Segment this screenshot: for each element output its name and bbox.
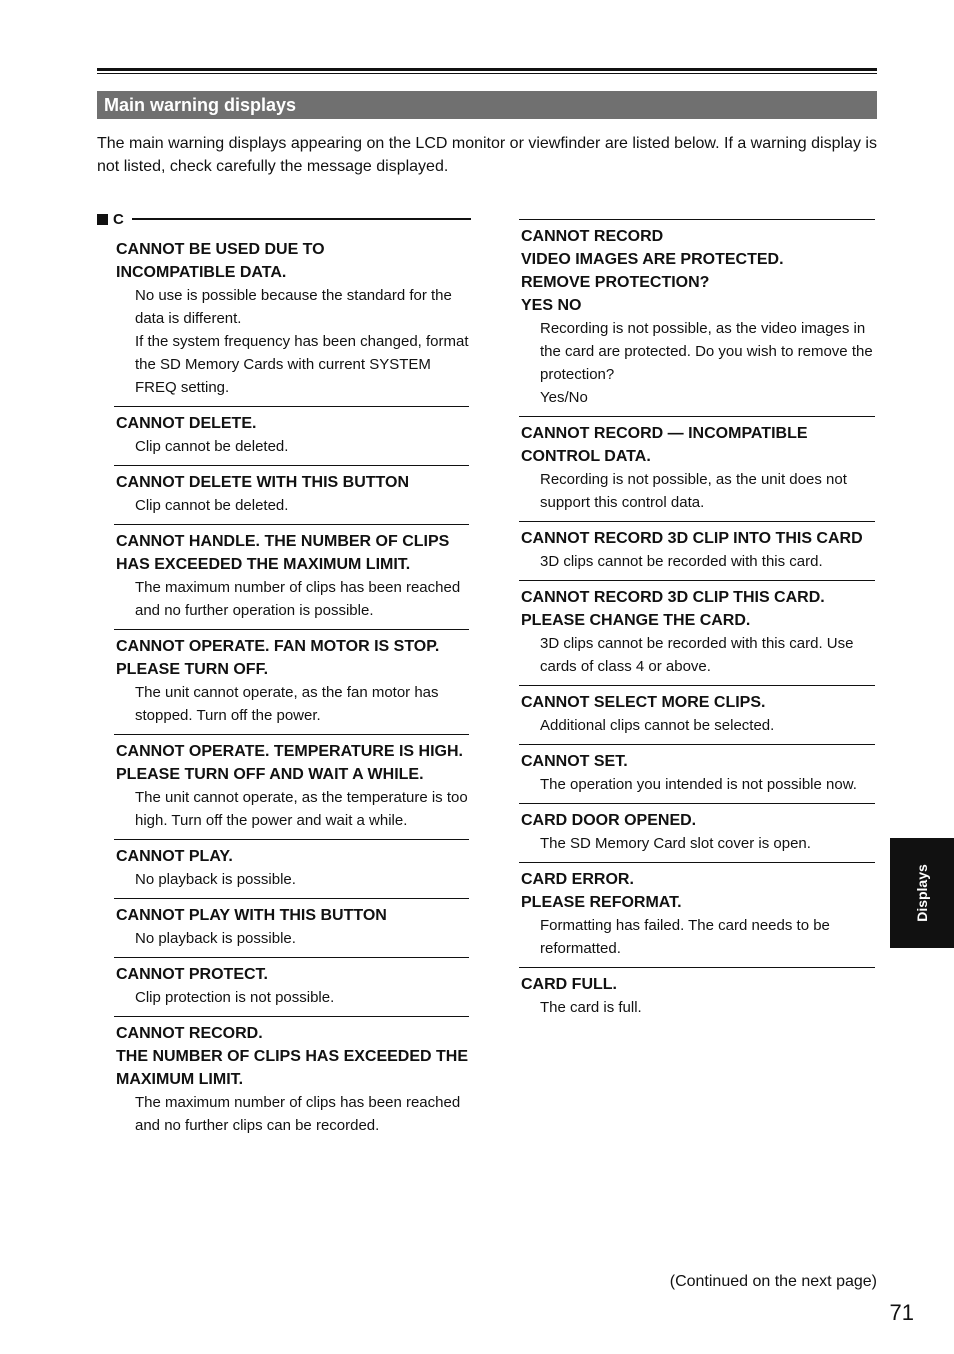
warning-title: CANNOT DELETE.: [116, 415, 257, 432]
warning-description: Clip cannot be deleted.: [135, 438, 289, 455]
warning-entry: [519, 804, 875, 863]
warning-entry: [114, 630, 469, 735]
warning-entry: [519, 417, 875, 522]
side-tab-displays: [890, 838, 954, 948]
warning-entry: [114, 466, 469, 525]
warning-entry: [114, 407, 469, 466]
square-bullet-icon: [97, 214, 108, 225]
letter-heading: [97, 209, 471, 229]
intro-text: The main warning displays appearing on the LCD monitor or viewfinder are listed below. If a warning display is not listed, check carefully the message displayed.: [97, 135, 877, 175]
warning-title: CANNOT SET.: [521, 753, 628, 770]
warning-entry: [114, 958, 469, 1017]
page-number: 71: [889, 1300, 914, 1325]
warning-title: CANNOT OPERATE. TEMPERATURE IS HIGH. PLEASE TURN OFF AND WAIT A WHILE.: [116, 743, 463, 783]
right-column: [519, 219, 875, 1026]
warning-description: Formatting has failed. The card needs to be reformatted.: [540, 917, 830, 957]
warning-title: CANNOT RECORD. THE NUMBER OF CLIPS HAS EXCEEDED THE MAXIMUM LIMIT.: [116, 1025, 469, 1088]
warning-title: CANNOT PLAY.: [116, 848, 233, 865]
warning-description: Recording is not possible, as the unit does not support this control data.: [540, 471, 847, 511]
warning-title: CANNOT PLAY WITH THIS BUTTON: [116, 907, 387, 924]
warning-description: Additional clips cannot be selected.: [540, 717, 775, 734]
warning-description: No use is possible because the standard for the data is different. If the system frequency has been changed, format the SD Memory Cards with current SYSTEM FREQ setting.: [135, 287, 469, 396]
warning-description: The unit cannot operate, as the temperature is too high. Turn off the power and wait a while.: [135, 789, 468, 829]
warning-entry: [114, 840, 469, 899]
warning-entry: [519, 745, 875, 804]
continued-note: (Continued on the next page): [669, 1273, 877, 1290]
warning-description: The operation you intended is not possible now.: [540, 776, 857, 793]
warning-entry: [114, 525, 469, 630]
warning-entry: [519, 522, 875, 581]
warning-title: CANNOT RECORD 3D CLIP THIS CARD. PLEASE CHANGE THE CARD.: [521, 589, 825, 629]
warning-entry: [114, 233, 469, 407]
warning-title: CANNOT RECORD VIDEO IMAGES ARE PROTECTED. REMOVE PROTECTION? YES NO: [521, 228, 784, 314]
warning-description: Clip protection is not possible.: [135, 989, 335, 1006]
letter-label: C: [113, 210, 124, 228]
warning-title: CARD FULL.: [521, 976, 617, 993]
warning-description: The card is full.: [540, 999, 642, 1016]
warning-title: CANNOT RECORD 3D CLIP INTO THIS CARD: [521, 530, 863, 547]
warning-description: 3D clips cannot be recorded with this card. Use cards of class 4 or above.: [540, 635, 854, 675]
warning-description: The SD Memory Card slot cover is open.: [540, 835, 811, 852]
warning-title: CANNOT HANDLE. THE NUMBER OF CLIPS HAS EXCEEDED THE MAXIMUM LIMIT.: [116, 533, 450, 573]
warning-title: CANNOT BE USED DUE TO INCOMPATIBLE DATA.: [116, 241, 325, 281]
warning-entry: [519, 968, 875, 1026]
warning-description: The unit cannot operate, as the fan motor has stopped. Turn off the power.: [135, 684, 439, 724]
warning-description: No playback is possible.: [135, 930, 296, 947]
warning-title: CANNOT OPERATE. FAN MOTOR IS STOP. PLEASE TURN OFF.: [116, 638, 440, 678]
warning-description: The maximum number of clips has been reached and no further operation is possible.: [135, 579, 461, 619]
warning-entry: [519, 863, 875, 968]
left-column: [114, 233, 469, 1144]
warning-title: CANNOT RECORD — INCOMPATIBLE CONTROL DATA.: [521, 425, 808, 465]
warning-description: Clip cannot be deleted.: [135, 497, 289, 514]
top-rule: [97, 68, 877, 71]
top-rule-thin: [97, 73, 877, 74]
section-title: Main warning displays: [97, 91, 877, 119]
warning-entry: [519, 220, 875, 417]
warning-entry: [519, 581, 875, 686]
warning-title: CARD ERROR. PLEASE REFORMAT.: [521, 871, 682, 911]
warning-description: 3D clips cannot be recorded with this card.: [540, 553, 823, 570]
warning-title: CANNOT DELETE WITH THIS BUTTON: [116, 474, 410, 491]
warning-title: CANNOT PROTECT.: [116, 966, 268, 983]
warning-description: No playback is possible.: [135, 871, 296, 888]
warning-entry: [114, 1017, 469, 1144]
warning-title: CANNOT SELECT MORE CLIPS.: [521, 694, 766, 711]
warning-entry: [519, 686, 875, 745]
side-tab-label: Displays: [914, 864, 930, 922]
warning-description: Recording is not possible, as the video images in the card are protected. Do you wish to remove the protection? Yes/No: [540, 320, 873, 406]
warning-entry: [114, 735, 469, 840]
warning-entry: [114, 899, 469, 958]
letter-rule: [132, 218, 471, 220]
warning-description: The maximum number of clips has been reached and no further clips can be recorded.: [135, 1094, 461, 1134]
warning-title: CARD DOOR OPENED.: [521, 812, 697, 829]
